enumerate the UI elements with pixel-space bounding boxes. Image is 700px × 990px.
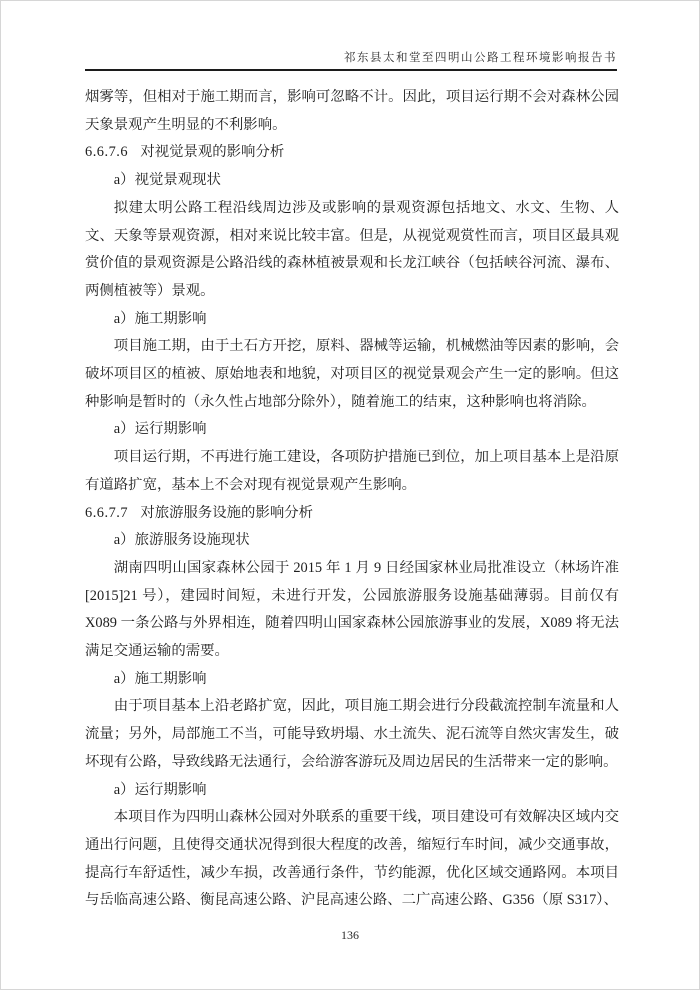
paragraph: 本项目作为四明山森林公园对外联系的重要干线，项目建设可有效解决区域内交通出行问题，且使得交通状况得到很大程度的改善，缩短行车时间，减少交通事故，提高行车舒适性，减少车损，改善通行条件，节约能源，优化区域交通路网。本项目与岳临高速公路、衡昆高速公路、沪昆高速公路、二广高速公路、G356（原 S317）、: [85, 809, 619, 909]
list-item: a）运行期影响: [113, 421, 207, 438]
section-title: 对旅游服务设施的影响分析: [140, 504, 314, 521]
paragraph: 烟雾等，但相对于施工期而言，影响可忽略不计。因此，项目运行期不会对森林公园天象景观产生明显的不利影响。: [85, 89, 619, 133]
header-running-title: 祁东县太和堂至四明山公路工程环境影响报告书: [344, 52, 617, 64]
section-number: 6.6.7.7: [85, 504, 129, 521]
section-heading: [85, 500, 619, 528]
header-rule: [85, 69, 617, 71]
page-number: 136: [341, 928, 359, 942]
section-heading: [85, 139, 619, 167]
list-item: a）视觉景观现状: [113, 172, 221, 189]
paragraph: 湖南四明山国家森林公园于 2015 年 1 月 9 日经国家林业局批准设立（林场许准[2015]21 号），建园时间短，未进行开发，公园旅游服务设施基础薄弱。目前仅有X089 一条公路与外界相连，随着四明山国家森林公园旅游事业的发展，X089 将无法满足交通运输的需要。: [85, 559, 619, 660]
paragraph: 项目施工期，由于土石方开挖，原料、器械等运输，机械燃油等因素的影响，会破坏项目区的植被、原始地表和地貌，对项目区的视觉景观会产生一定的影响。但这种影响是暂时的（永久性占地部分除外），随着施工的结束，这种影响也将消除。: [85, 338, 619, 410]
paragraph: 由于项目基本上沿老路扩宽，因此，项目施工期会进行分段截流控制车流量和人流量；另外，局部施工不当，可能导致坍塌、水土流失、泥石流等自然灾害发生，破坏现有公路，导致线路无法通行，会给游客游玩及周边居民的生活带来一定的影响。: [85, 698, 619, 770]
list-item: a）运行期影响: [113, 781, 207, 798]
page-footer: [1, 928, 699, 943]
page-header: [85, 1, 617, 71]
document-body: [85, 84, 619, 915]
list-item: a）旅游服务设施现状: [113, 532, 250, 549]
paragraph: 项目运行期，不再进行施工建设，各项防护措施已到位，加上项目基本上是沿原有道路扩宽，基本上不会对现有视觉景观产生影响。: [85, 449, 619, 493]
list-item: a）施工期影响: [113, 670, 207, 687]
section-title: 对视觉景观的影响分析: [140, 144, 285, 161]
paragraph: 拟建太明公路工程沿线周边涉及或影响的景观资源包括地文、水文、生物、人文、天象等景观资源，相对来说比较丰富。但是，从视觉观赏性而言，项目区最具观赏价值的景观资源是公路沿线的森林植被景观和长龙江峡谷（包括峡谷河流、瀑布、两侧植被等）景观。: [85, 199, 619, 299]
list-item: a）施工期影响: [113, 310, 207, 327]
section-number: 6.6.7.6: [85, 144, 129, 161]
